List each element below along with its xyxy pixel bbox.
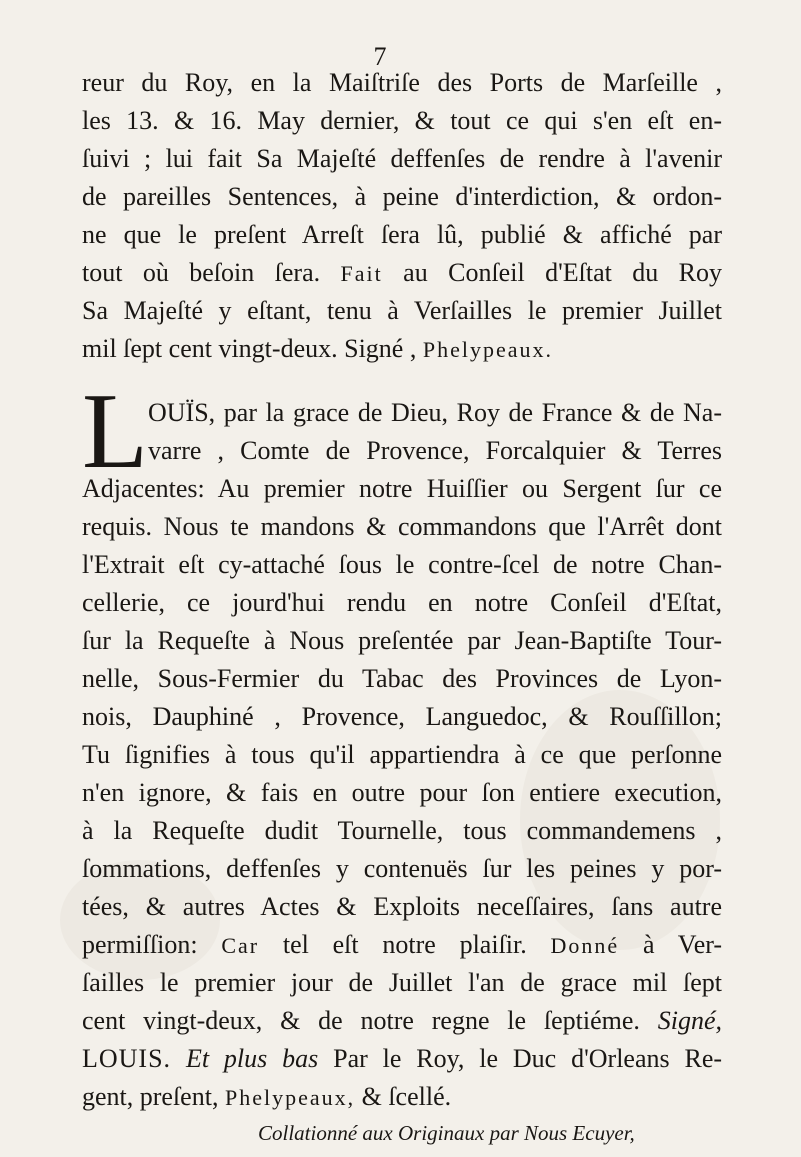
signatory-name: Phelypeaux. [422,337,553,362]
small-caps-word: Fait [340,261,383,286]
page-number: 7 [373,42,387,71]
text-run: tout où beſoin ſera. [82,258,321,287]
small-caps-word: Donné [550,933,620,958]
text-line: Sa Majeſté y eſtant, tenu à Verſailles le premier Juillet [82,296,722,325]
text-line: tées, & autres Actes & Exploits neceſſaires, ſans autre [82,892,722,921]
italic-word: Signé, [657,1006,723,1035]
signatory-name: Phelypeaux, [224,1085,356,1110]
text-line: nois, Dauphiné , Provence, Languedoc, & Rouſſillon; [82,702,722,731]
text-line [82,1078,722,1116]
text-line: cellerie, ce jourd'hui rendu en notre Conſeil d'Eſtat, [82,588,722,617]
text-run: & ſcellé. [361,1082,452,1111]
text-line: reur du Roy, en la Maiſtriſe des Ports de Marſeille , [82,68,722,97]
text-line: n'en ignore, & fais en outre pour ſon entiere execution, [82,778,722,807]
text-line: Tu ſignifies à tous qu'il appartiendra à ce que perſonne [82,740,722,769]
text-line [82,330,722,368]
text-run: tel eſt notre plaiſir. [282,930,527,959]
text-run: Par le Roy, le Duc d'Orleans Re- [333,1044,723,1073]
text-run: mil ſept cent vingt-deux. Signé , [82,334,417,363]
text-line: les 13. & 16. May dernier, & tout ce qui s'en eſt en- [82,106,722,135]
collation-note-line: Collationné aux Originaux par Nous Ecuyer, [258,1121,635,1145]
text-line: varre , Comte de Provence, Forcalquier & Terres [148,436,722,465]
text-run: à Ver- [642,930,723,959]
text-line [82,1040,722,1078]
king-name: LOUIS. [82,1044,172,1073]
text-line: OUÏS, par la grace de Dieu, Roy de France & de Na- [148,398,722,427]
text-run: cent vingt-deux, & de notre regne le ſeptiéme. [82,1006,640,1035]
small-caps-word: Car [221,933,260,958]
drop-cap: L [82,372,148,491]
italic-phrase: Et plus bas [185,1044,319,1073]
text-line: nelle, Sous-Fermier du Tabac des Provinces de Lyon- [82,664,722,693]
text-run: gent, preſent, [82,1082,219,1111]
text-line [82,926,722,964]
text-line: ſailles le premier jour de Juillet l'an de grace mil ſept [82,968,722,997]
text-line: ſur la Requeſte à Nous preſentée par Jean-Baptiſte Tour- [82,626,722,655]
text-run: permiſſion: [82,930,198,959]
text-line: ne que le preſent Arreſt ſera lû, publié & affiché par [82,220,722,249]
text-line: ſuivi ; lui fait Sa Majeſté deffenſes de rendre à l'avenir [82,144,722,173]
text-line: ſommations, deffenſes y contenuës ſur les peines y por- [82,854,722,883]
text-line [82,1002,722,1040]
text-line: à la Requeſte dudit Tournelle, tous commandemens , [82,816,722,845]
text-line: requis. Nous te mandons & commandons que l'Arrêt dont [82,512,722,541]
text-line [82,254,722,292]
text-line: l'Extrait eſt cy-attaché ſous le contre-ſcel de notre Chan- [82,550,722,579]
text-run: au Conſeil d'Eſtat du Roy [403,258,723,287]
text-line: de pareilles Sentences, à peine d'interdiction, & ordon- [82,182,722,211]
text-line: Adjacentes: Au premier notre Huiſſier ou Sergent ſur ce [82,474,722,503]
